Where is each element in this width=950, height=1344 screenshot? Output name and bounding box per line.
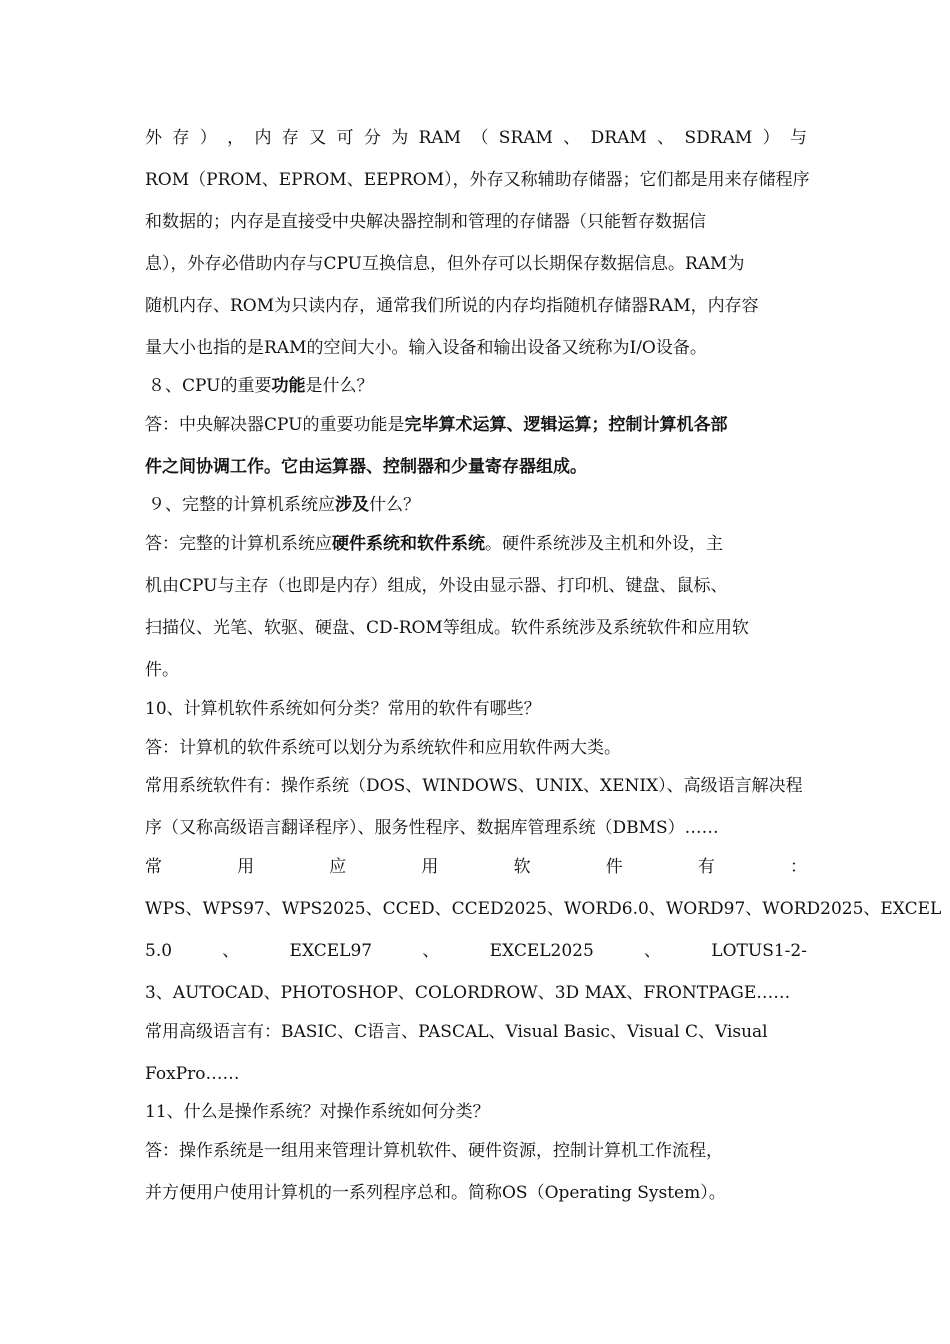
answer-10-line: FoxPro……: [145, 1064, 240, 1084]
question-9-heading: ９、完整的计算机系统应涉及什么？: [148, 495, 420, 515]
answer-10-line: 序（又称高级语言翻译程序）、服务性程序、数据库管理系统（DBMS）……: [145, 818, 719, 838]
answer-10-line: 常用高级语言有：BASIC、C语言、PASCAL、Visual Basic、Visual C、Visual: [145, 1022, 768, 1042]
paragraph-line: 和数据的；内存是直接受中央解决器控制和管理的存储器（只能暂存数据信: [145, 212, 706, 232]
answer-9-line: 件。: [145, 660, 179, 680]
answer-10-line: 答：计算机的软件系统可以划分为系统软件和应用软件两大类。: [145, 738, 621, 758]
paragraph-line: 量大小也指的是RAM的空间大小。输入设备和输出设备又统称为I/O设备。: [145, 338, 707, 358]
paragraph-line: 随机内存、ROM为只读内存，通常我们所说的内存均指随机存储器RAM，内存容: [145, 296, 759, 316]
paragraph-line: ROM（PROM、EPROM、EEPROM），外存又称辅助存储器；它们都是用来存储程序: [145, 170, 810, 190]
paragraph-line: 息），外存必借助内存与CPU互换信息，但外存可以长期保存数据信息。RAM为: [145, 254, 745, 274]
answer-9-line: 扫描仪、光笔、软驱、硬盘、CD-ROM等组成。软件系统涉及系统软件和应用软: [145, 618, 749, 638]
question-11-heading: 11、什么是操作系统？对操作系统如何分类？: [145, 1102, 490, 1122]
answer-9-line: 机由CPU与主存（也即是内存）组成，外设由显示器、打印机、键盘、鼠标、: [145, 576, 728, 596]
answer-8-line: 件之间协调工作。它由运算器、控制器和少量寄存器组成。: [145, 457, 587, 477]
answer-8-line: 答：中央解决器CPU的重要功能是完毕算术运算、逻辑运算；控制计算机各部: [145, 415, 728, 435]
paragraph-line: 外 存 ） ， 内 存 又 可 分 为 RAM （ SRAM 、 DRAM 、 SDRAM ） 与: [145, 128, 807, 148]
question-8-heading: ８、CPU的重要功能是什么？: [148, 376, 374, 396]
answer-10-line: 常用系统软件有：操作系统（DOS、WINDOWS、UNIX、XENIX）、高级语言解决程: [145, 776, 803, 796]
answer-9-line: 答：完整的计算机系统应硬件系统和软件系统。硬件系统涉及主机和外设，主: [145, 534, 723, 554]
answer-11-line: 并方便用户使用计算机的一系列程序总和。简称OS（Operating System）。: [145, 1183, 726, 1203]
answer-11-line: 答：操作系统是一组用来管理计算机软件、硬件资源，控制计算机工作流程，: [145, 1141, 723, 1161]
answer-10-line: 5.0 、 EXCEL97 、 EXCEL2025 、 LOTUS1-2-: [145, 941, 807, 961]
question-10-heading: 10、计算机软件系统如何分类？常用的软件有哪些？: [145, 699, 541, 719]
answer-10-line: WPS、WPS97、WPS2025、CCED、CCED2025、WORD6.0、WORD97、WORD2025、EXCEL: [145, 899, 942, 919]
answer-10-line: 常 用 应 用 软 件 有 ：: [145, 857, 807, 877]
answer-10-line: 3、AUTOCAD、PHOTOSHOP、COLORDROW、3D MAX、FRONTPAGE……: [145, 983, 791, 1003]
